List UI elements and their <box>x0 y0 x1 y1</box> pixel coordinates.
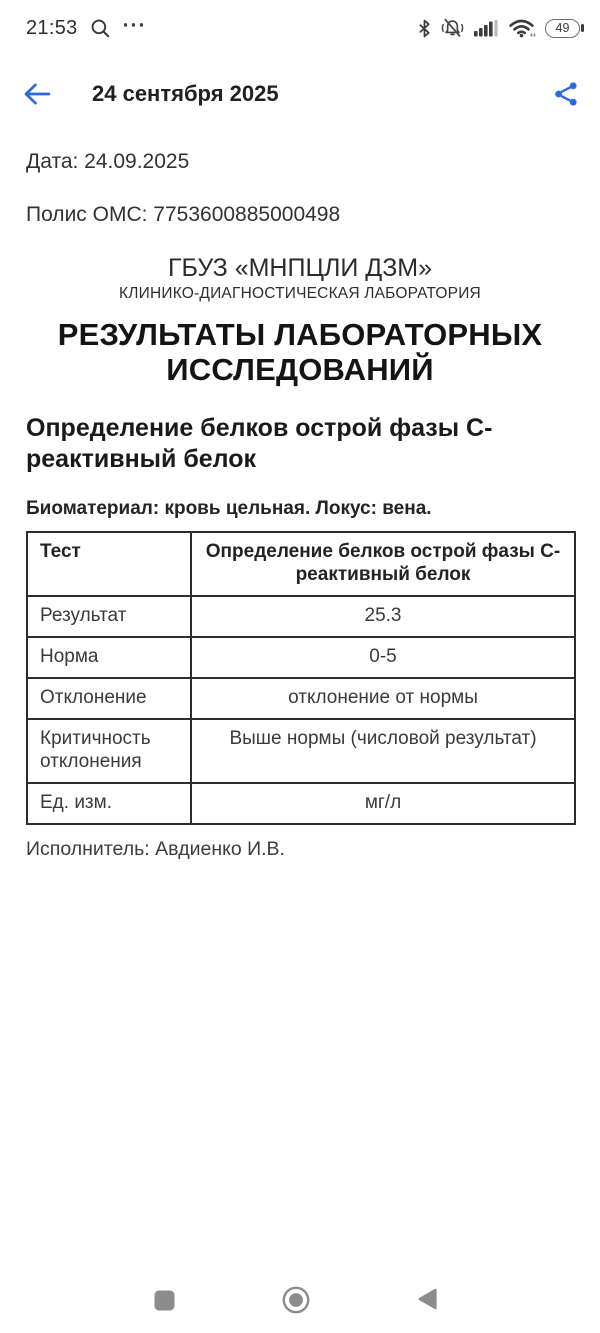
table-cell-label: Норма <box>27 637 191 678</box>
back-arrow-icon <box>22 81 52 107</box>
navigation-bar <box>0 1261 600 1333</box>
more-icon[interactable]: ··· <box>122 13 147 37</box>
biomaterial-line: Биоматериал: кровь цельная. Локус: вена. <box>26 498 432 520</box>
table-row <box>27 532 575 596</box>
main-title: РЕЗУЛЬТАТЫ ЛАБОРАТОРНЫХ ИССЛЕДОВАНИЙ <box>57 317 543 388</box>
battery-icon <box>545 19 580 38</box>
table-cell-value: отклонение от нормы <box>191 678 575 719</box>
table-row <box>27 637 575 678</box>
search-icon[interactable] <box>90 18 111 39</box>
back-triangle-icon <box>416 1287 438 1311</box>
mute-bell-icon <box>440 18 465 38</box>
table-row <box>27 596 575 637</box>
app-header <box>0 64 600 124</box>
organization-name: ГБУЗ «МНПЦЛИ ДЗМ» <box>167 254 433 282</box>
table-row <box>27 719 575 783</box>
back-nav-button[interactable] <box>416 1287 438 1316</box>
share-icon <box>554 81 578 107</box>
status-bar-left <box>26 13 147 40</box>
table-cell-value: 0-5 <box>191 637 575 678</box>
signal-icon <box>474 19 500 37</box>
status-time: 21:53 <box>26 16 78 39</box>
table-cell-label: Критичность отклонения <box>27 719 191 783</box>
share-button[interactable] <box>554 81 578 107</box>
page-title: 24 сентября 2025 <box>92 81 279 106</box>
table-cell-label: Тест <box>27 532 191 596</box>
table-cell-value: Выше нормы (числовой результат) <box>191 719 575 783</box>
recents-square-icon <box>154 1290 175 1311</box>
policy-line: Полис ОМС: 7753600885000498 <box>26 203 341 226</box>
home-circle-icon <box>281 1285 311 1315</box>
test-title: Определение белков острой фазы С-реактивный белок <box>26 414 493 473</box>
document-body <box>0 150 600 861</box>
table-row <box>27 678 575 719</box>
back-button[interactable] <box>22 81 52 107</box>
table-cell-value: 25.3 <box>191 596 575 637</box>
executor-line: Исполнитель: Авдиенко И.В. <box>26 837 285 860</box>
home-button[interactable] <box>281 1285 311 1320</box>
date-line: Дата: 24.09.2025 <box>26 150 190 173</box>
table-cell-label: Ед. изм. <box>27 783 191 824</box>
bluetooth-icon <box>418 19 431 38</box>
results-table <box>26 531 576 825</box>
table-row <box>27 783 575 824</box>
table-cell-label: Отклонение <box>27 678 191 719</box>
status-bar <box>0 0 600 56</box>
table-cell-label: Результат <box>27 596 191 637</box>
battery-percent: 49 <box>555 21 570 35</box>
table-cell-value: мг/л <box>191 783 575 824</box>
organization-subtitle: КЛИНИКО-ДИАГНОСТИЧЕСКАЯ ЛАБОРАТОРИЯ <box>119 285 481 302</box>
status-bar-right <box>418 18 580 38</box>
recents-button[interactable] <box>154 1290 175 1316</box>
wifi-icon <box>509 18 536 38</box>
table-cell-value: Определение белков острой фазы С-реактивный белок <box>191 532 575 596</box>
